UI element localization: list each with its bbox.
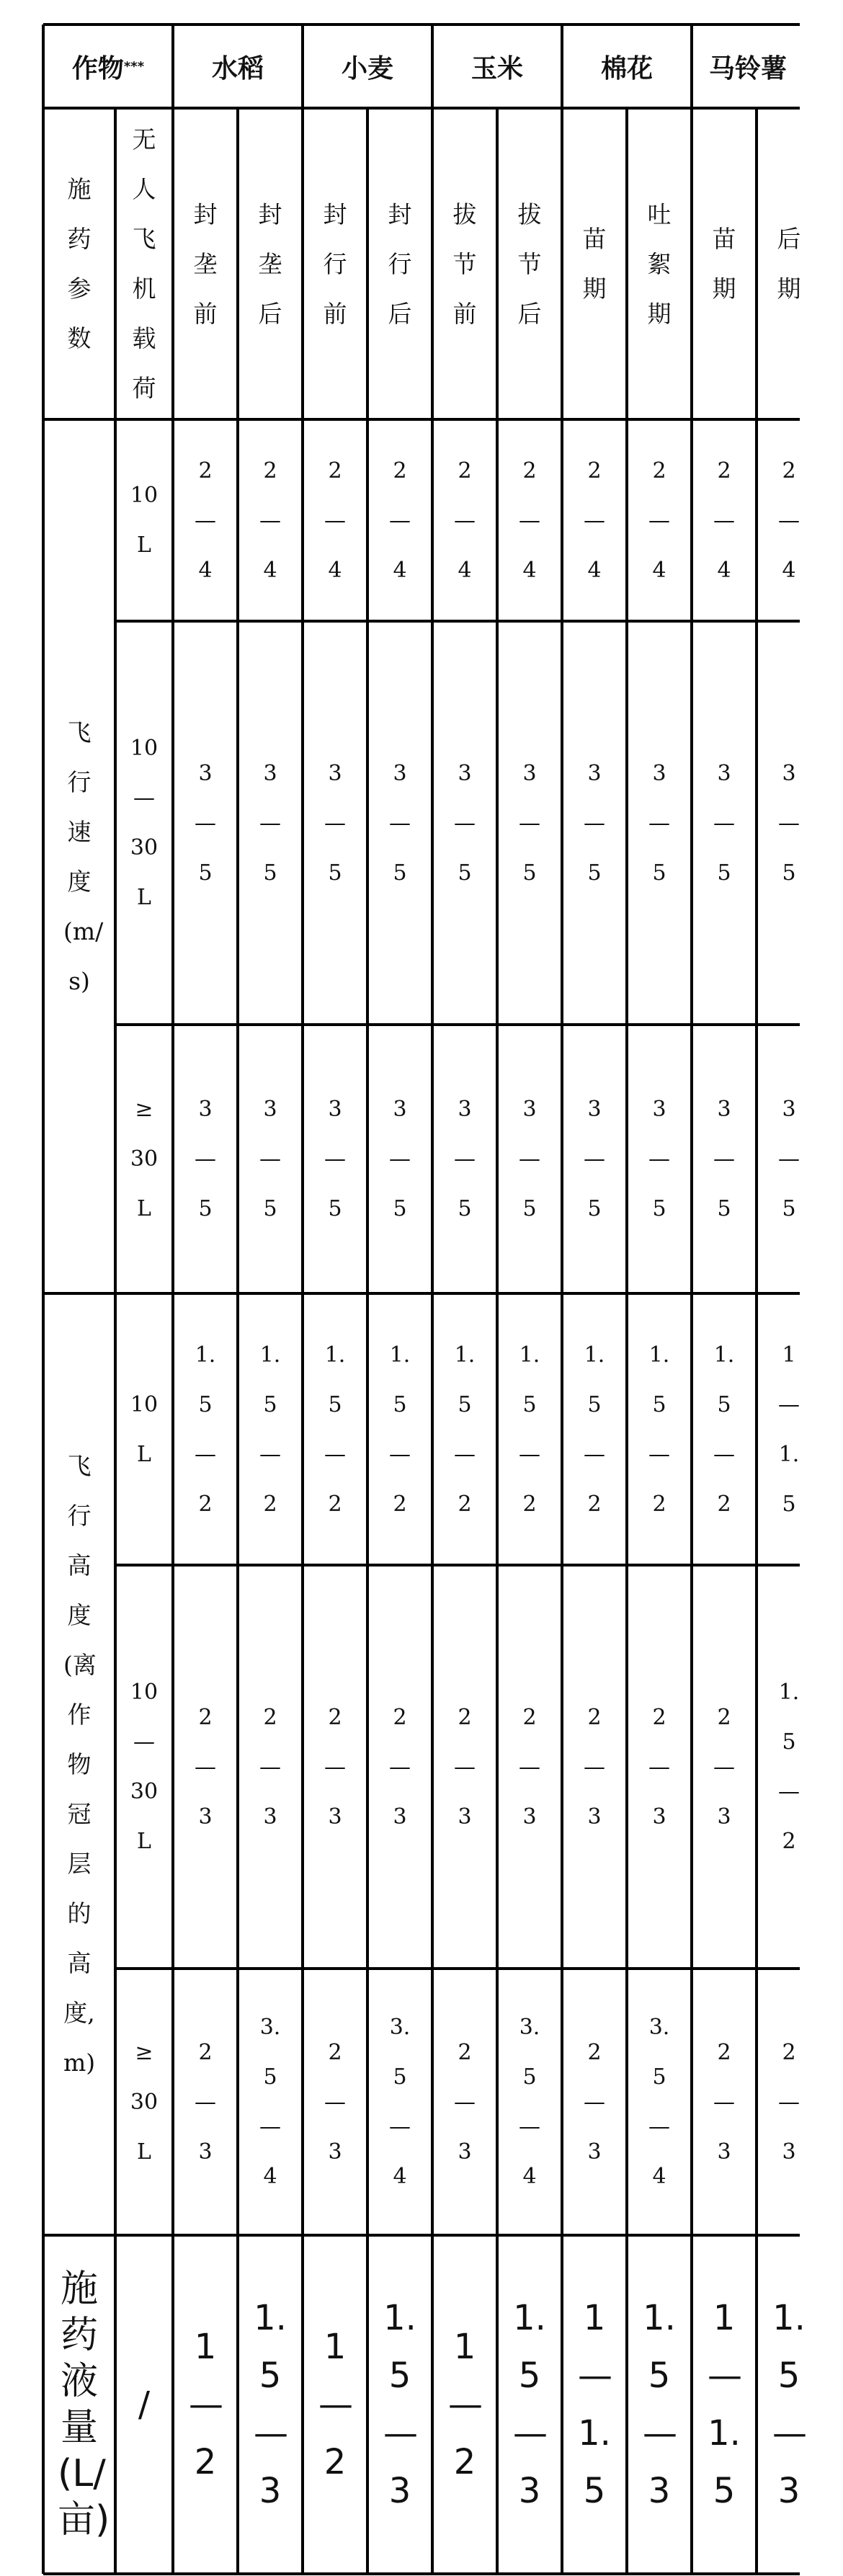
speed-value-cell	[692, 621, 757, 1025]
height-payload-30	[115, 1969, 173, 2235]
height-value-cell	[303, 1293, 367, 1565]
height-value-cell	[173, 1565, 238, 1969]
speed-value-cell	[238, 621, 303, 1025]
height-value-cell	[432, 1565, 497, 1969]
speed-value: 3—5	[584, 1097, 605, 1221]
height-value: 1.5—2	[389, 1342, 411, 1517]
payload-label: 10—30L	[130, 736, 159, 910]
crop-header-rice: 水稻	[211, 53, 264, 84]
stage-header	[173, 108, 238, 419]
speed-value-cell	[303, 419, 367, 621]
height-value: 2—3	[324, 2039, 346, 2165]
dose-value-cell	[173, 2235, 238, 2574]
height-value: 2—3	[519, 1704, 540, 1830]
height-value-cell	[757, 1293, 821, 1565]
speed-value-cell	[238, 1025, 303, 1293]
height-value-cell	[303, 1969, 367, 2235]
speed-value-cell	[497, 419, 562, 621]
height-value-cell	[238, 1969, 303, 2235]
height-value: 2—3	[778, 2039, 800, 2165]
stage-header-label: 后期	[777, 225, 801, 303]
height-value-cell	[692, 1293, 757, 1565]
speed-value-cell	[562, 419, 627, 621]
param-header-label: 施药参数	[67, 175, 92, 352]
speed-value: 3—5	[195, 1097, 216, 1221]
dose-value: 1—2	[318, 2327, 353, 2482]
height-value: 1—1.5	[778, 1342, 800, 1517]
dose-value: 1—2	[448, 2327, 483, 2482]
speed-value: 3—5	[584, 760, 605, 886]
height-value: 2—3	[584, 1704, 605, 1830]
height-value: 3.5—4	[519, 2015, 540, 2189]
stage-header-label: 封行前	[323, 200, 347, 328]
height-value: 1.5—2	[648, 1342, 670, 1517]
dose-value: 1.5—3	[772, 2298, 807, 2511]
speed-value: 2—4	[195, 458, 216, 583]
speed-value-cell	[367, 419, 432, 621]
dose-value-cell	[627, 2235, 692, 2574]
height-value-cell	[238, 1565, 303, 1969]
speed-value-cell	[757, 621, 821, 1025]
speed-value-cell	[627, 419, 692, 621]
speed-value: 2—4	[713, 458, 735, 583]
height-value-cell	[367, 1565, 432, 1969]
speed-value: 3—5	[389, 760, 411, 886]
height-value-cell	[238, 1293, 303, 1565]
dose-value-cell	[238, 2235, 303, 2574]
height-value-cell	[692, 1565, 757, 1969]
speed-value: 3—5	[713, 760, 735, 886]
height-value: 1.5—2	[454, 1342, 476, 1517]
crop-header-potato-label: 马铃薯	[709, 53, 788, 84]
payload-header	[115, 108, 173, 419]
dose-value: 1.5—3	[383, 2298, 418, 2511]
speed-value: 3—5	[454, 760, 476, 886]
dose-value: 1.5—3	[643, 2298, 677, 2511]
speed-value: 3—5	[259, 1097, 281, 1221]
speed-value-cell	[497, 1025, 562, 1293]
height-value-cell	[627, 1969, 692, 2235]
dose-value: 1—1.5	[708, 2298, 742, 2511]
height-value-cell	[562, 1969, 627, 2235]
stage-header-label: 封行后	[388, 200, 412, 328]
height-value-cell	[367, 1969, 432, 2235]
stage-header	[627, 108, 692, 419]
height-value: 1.5—2	[324, 1342, 346, 1517]
speed-value-cell	[432, 621, 497, 1025]
height-value-cell	[432, 1969, 497, 2235]
height-value: 2—3	[259, 1704, 281, 1830]
speed-value: 3—5	[778, 760, 800, 886]
height-value: 2—3	[713, 2039, 735, 2165]
height-value: 3.5—4	[259, 2015, 281, 2189]
height-payload-10	[115, 1293, 173, 1565]
speed-value-cell	[367, 1025, 432, 1293]
speed-label	[43, 419, 115, 1293]
speed-value: 3—5	[389, 1097, 411, 1221]
corner-label: 作物	[71, 53, 124, 84]
height-value: 2—3	[389, 1704, 411, 1830]
speed-value-cell	[627, 1025, 692, 1293]
dose-label	[43, 2235, 115, 2574]
payload-label: 10—30L	[130, 1680, 159, 1854]
speed-value: 2—4	[389, 458, 411, 583]
stage-header	[303, 108, 367, 419]
height-value: 1.5—2	[584, 1342, 605, 1517]
speed-payload-30	[115, 1025, 173, 1293]
speed-value: 2—4	[324, 458, 346, 583]
stage-header-label: 苗期	[712, 225, 736, 303]
param-header	[43, 108, 115, 419]
speed-value: 3—5	[519, 760, 540, 886]
height-value: 2—3	[454, 2039, 476, 2165]
stage-header	[562, 108, 627, 419]
dose-value-cell	[562, 2235, 627, 2574]
height-value: 2—3	[584, 2039, 605, 2165]
height-value: 1.5—2	[519, 1342, 540, 1517]
speed-value-cell	[303, 1025, 367, 1293]
height-label	[43, 1293, 115, 2235]
speed-value-cell	[562, 621, 627, 1025]
speed-value-cell	[497, 621, 562, 1025]
dose-value-cell	[757, 2235, 821, 2574]
height-value: 3.5—4	[648, 2015, 670, 2189]
height-value: 2—3	[648, 1704, 670, 1830]
speed-value: 3—5	[259, 760, 281, 886]
dose-value: 1.5—3	[254, 2298, 288, 2511]
speed-value: 2—4	[519, 458, 540, 583]
speed-value: 3—5	[324, 760, 346, 886]
speed-value-cell	[757, 1025, 821, 1293]
speed-value: 2—4	[584, 458, 605, 583]
stage-header-label: 苗期	[582, 225, 607, 303]
speed-value: 3—5	[648, 760, 670, 886]
height-value-cell	[432, 1293, 497, 1565]
payload-label: ≥30L	[130, 2039, 159, 2165]
speed-value: 2—4	[778, 458, 800, 583]
speed-value-cell	[692, 1025, 757, 1293]
height-value: 2—3	[713, 1704, 735, 1830]
payload-label: 10L	[130, 1391, 159, 1467]
height-value-cell	[367, 1293, 432, 1565]
speed-value: 3—5	[778, 1097, 800, 1221]
speed-value: 2—4	[648, 458, 670, 583]
height-value-cell	[173, 1293, 238, 1565]
speed-value-cell	[173, 621, 238, 1025]
speed-label-text: 飞行速度(m/s)	[63, 718, 104, 995]
crop-header-wheat: 小麦	[341, 53, 393, 84]
speed-value-cell	[173, 1025, 238, 1293]
stage-header-label: 封垄后	[258, 200, 282, 328]
speed-value-cell	[757, 419, 821, 621]
crop-header-cotton: 棉花	[600, 53, 653, 84]
speed-value-cell	[173, 419, 238, 621]
height-value-cell	[757, 1565, 821, 1969]
height-value: 2—3	[195, 2039, 216, 2165]
height-value-cell	[562, 1565, 627, 1969]
speed-value: 2—4	[454, 458, 476, 583]
stage-header	[238, 108, 303, 419]
dose-value: 1—1.5	[578, 2298, 612, 2511]
dose-value-cell	[432, 2235, 497, 2574]
crop-header-corn: 玉米	[470, 53, 523, 84]
corner-header	[43, 24, 173, 108]
stage-header	[692, 108, 757, 419]
stage-header-label: 封垄前	[193, 200, 218, 328]
height-value: 1.5—2	[713, 1342, 735, 1517]
stage-header-label: 吐絮期	[647, 200, 672, 328]
height-value-cell	[497, 1969, 562, 2235]
stage-header-label: 拔节后	[517, 200, 542, 328]
height-value-cell	[627, 1565, 692, 1969]
height-label-text: 飞行高度(离作物冠层的高度,m)	[63, 1452, 97, 2077]
height-value: 1.5—2	[259, 1342, 281, 1517]
dose-value-cell	[303, 2235, 367, 2574]
speed-value-cell	[432, 1025, 497, 1293]
speed-value: 3—5	[713, 1097, 735, 1221]
speed-value: 3—5	[519, 1097, 540, 1221]
speed-value: 3—5	[324, 1097, 346, 1221]
height-value-cell	[757, 1969, 821, 2235]
height-value: 2—3	[324, 1704, 346, 1830]
height-value-cell	[627, 1293, 692, 1565]
speed-value-cell	[627, 621, 692, 1025]
dose-value-cell	[367, 2235, 432, 2574]
corner-sup: ***	[123, 58, 145, 74]
stage-header-label: 拔节前	[452, 200, 477, 328]
dose-label-text: 施药液量(L/亩)	[58, 2268, 110, 2541]
height-value: 1.5—2	[778, 1680, 800, 1854]
height-value-cell	[497, 1293, 562, 1565]
stage-header	[367, 108, 432, 419]
dose-payload-text: /	[138, 2384, 151, 2425]
dose-value-cell	[692, 2235, 757, 2574]
height-payload-10-30	[115, 1565, 173, 1969]
height-value-cell	[497, 1565, 562, 1969]
speed-value: 3—5	[195, 760, 216, 886]
dose-value-cell	[497, 2235, 562, 2574]
speed-value-cell	[432, 419, 497, 621]
speed-value-cell	[692, 419, 757, 621]
height-value-cell	[173, 1969, 238, 2235]
height-value: 1.5—2	[195, 1342, 216, 1517]
stage-header	[432, 108, 497, 419]
dose-payload	[115, 2235, 173, 2574]
crop-header-potato	[692, 24, 843, 108]
payload-label: 10L	[130, 483, 159, 558]
dose-value: 1.5—3	[513, 2298, 548, 2511]
height-value-cell	[303, 1565, 367, 1969]
speed-value: 3—5	[648, 1097, 670, 1221]
height-value-cell	[692, 1969, 757, 2235]
dose-value: 1—2	[189, 2327, 223, 2482]
stage-header	[757, 108, 821, 419]
speed-value-cell	[303, 621, 367, 1025]
height-value-cell	[562, 1293, 627, 1565]
speed-value-cell	[367, 621, 432, 1025]
speed-value-cell	[238, 419, 303, 621]
payload-label: ≥30L	[130, 1097, 159, 1221]
speed-value: 2—4	[259, 458, 281, 583]
height-value: 3.5—4	[389, 2015, 411, 2189]
height-value: 2—3	[454, 1704, 476, 1830]
stage-header	[497, 108, 562, 419]
speed-payload-10-30	[115, 621, 173, 1025]
speed-value: 3—5	[454, 1097, 476, 1221]
payload-header-label: 无人飞机载荷	[132, 125, 156, 402]
height-value: 2—3	[195, 1704, 216, 1830]
speed-value-cell	[562, 1025, 627, 1293]
speed-payload-10	[115, 419, 173, 621]
